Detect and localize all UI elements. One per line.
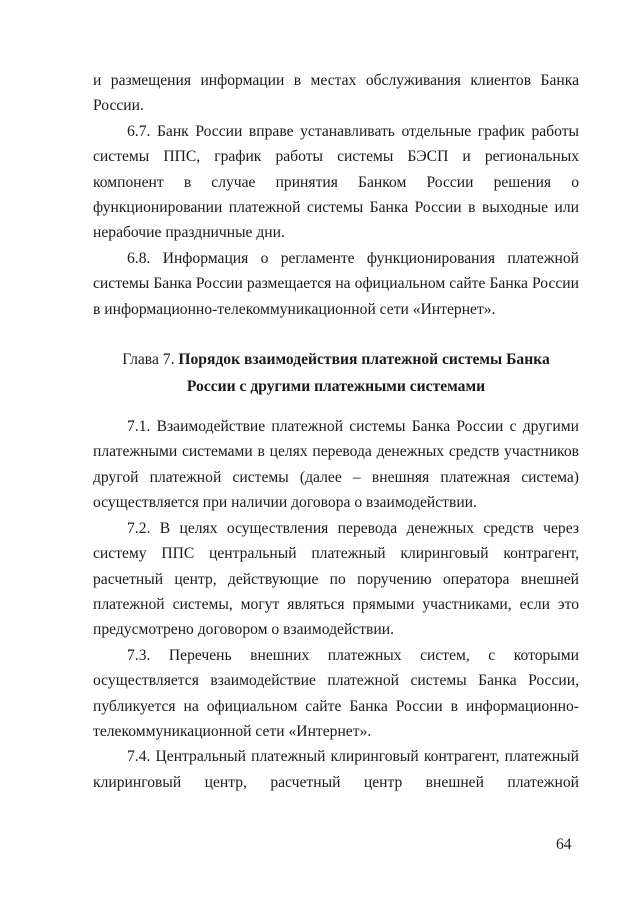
page-number: 64 <box>556 836 572 853</box>
paragraph-7-3: 7.3. Перечень внешних платежных систем, с которыми осуществляется взаимодействие платежной системы Банка России, публикуется на официальном сайте Банка России в информационно-телекоммуникационной сети «Интернет». <box>93 646 579 740</box>
paragraph-6-8: 6.8. Информация о регламенте функционирования платежной системы Банка России размещается на официальном сайте Банка России в информационно-телекоммуникационной сети «Интернет». <box>93 249 579 318</box>
paragraph-7-2: 7.2. В целях осуществления перевода денежных средств через систему ППС центральный платежный клиринговый контрагент, расчетный центр, действующие по поручению оператора внешней платежной системы, могут являться прямыми участниками, если это предусмотрено договором о взаимодействии. <box>93 519 579 639</box>
paragraph-6-7: 6.7. Банк России вправе устанавливать отдельные график работы системы ППС, график работы системы БЭСП и региональных компонент в случае принятия Банком России решения о функционировании платежной системы Банка России в выходные или нерабочие праздничные дни. <box>93 122 579 242</box>
chapter-title-line-1: Порядок взаимодействия платежной системы Банка <box>178 351 550 369</box>
chapter-title-line-2: России с другими платежными системами <box>186 378 486 396</box>
paragraph-7-4: 7.4. Центральный платежный клиринговый контрагент, платежный клиринговый центр, расчетный центр внешней платежной <box>93 748 579 791</box>
page-body <box>93 68 579 795</box>
paragraph-7-1: 7.1. Взаимодействие платежной системы Банка России с другими платежными системами в целях перевода денежных средств участников другой платежной системы (далее – внешняя платежная система) осуществляется при наличии договора о взаимодействии. <box>93 418 579 512</box>
chapter-heading-line-1 <box>93 346 579 373</box>
chapter-heading <box>93 346 579 400</box>
chapter-prefix: Глава 7. <box>122 351 175 369</box>
paragraph-continuation: и размещения информации в местах обслуживания клиентов Банка России. <box>93 72 579 115</box>
